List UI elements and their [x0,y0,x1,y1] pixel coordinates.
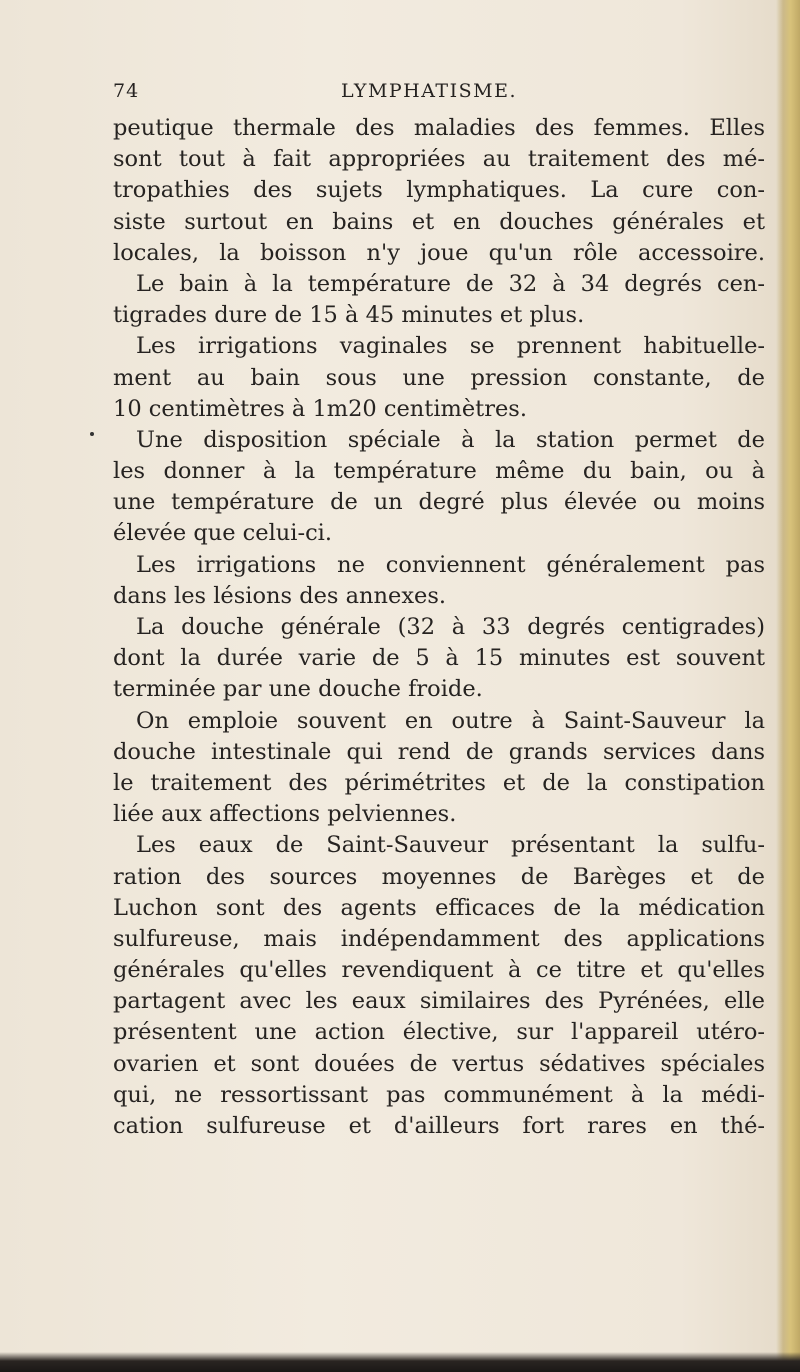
text-line: présentent une action élective, sur l'appareil utéro- [113,1019,765,1046]
text-line: On emploie souvent en outre à Saint-Sauveur la [136,707,765,734]
page-number: 74 [113,80,140,102]
text-line: ration des sources moyennes de Barèges et de [113,863,765,890]
text-line: liée aux affections pelviennes. [113,801,457,828]
page-header [113,80,763,112]
text-line: Les irrigations ne conviennent généralement pas [136,551,765,578]
text-line: dont la durée varie de 5 à 15 minutes est souvent [113,645,765,672]
text-line: Les irrigations vaginales se prennent habituelle- [136,333,765,360]
text-line: générales qu'elles revendiquent à ce titre et qu'elles [113,957,765,984]
text-line: ment au bain sous une pression constante, de [113,364,765,391]
text-line: cation sulfureuse et d'ailleurs fort rares en thé- [113,1113,765,1139]
text-line: une température de un degré plus élevée ou moins [113,489,765,516]
text-line: ovarien et sont douées de vertus sédatives spéciales [113,1050,765,1077]
running-title: LYMPHATISME. [341,80,517,102]
body-text [113,113,765,1142]
text-line: qui, ne ressortissant pas communément à la médi- [113,1081,765,1108]
text-line: La douche générale (32 à 33 degrés centigrades) [136,614,765,640]
text-line: tigrades dure de 15 à 45 minutes et plus. [113,302,585,329]
text-line: sulfureuse, mais indépendamment des applications [113,925,765,952]
page-edge-shadow [776,0,800,1372]
text-line: Une disposition spéciale à la station permet de [136,426,765,453]
ink-speck [90,432,94,436]
text-line: tropathies des sujets lymphatiques. La cure con- [113,177,765,204]
text-line: Le bain à la température de 32 à 34 degrés cen- [136,270,765,297]
text-line: peutique thermale des maladies des femmes. Elles [113,115,765,141]
text-line: sont tout à fait appropriées au traitement des mé- [113,146,765,173]
text-line: 10 centimètres à 1m20 centimètres. [113,395,527,422]
text-line: siste surtout en bains et en douches générales et [113,208,765,235]
text-line: dans les lésions des annexes. [113,582,447,609]
text-line: douche intestinale qui rend de grands services dans [113,738,765,765]
text-line: Les eaux de Saint-Sauveur présentant la sulfu- [136,832,765,859]
text-line: les donner à la température même du bain, ou à [113,458,765,485]
text-line: Luchon sont des agents efficaces de la médication [113,894,765,921]
page-bottom-shadow [0,1352,800,1372]
text-line: le traitement des périmétrites et de la constipation [113,769,765,796]
text-line: élevée que celui-ci. [113,520,333,547]
text-line: locales, la boisson n'y joue qu'un rôle accessoire. [113,239,765,266]
text-line: partagent avec les eaux similaires des Pyrénées, elle [113,988,765,1015]
text-line: terminée par une douche froide. [113,676,483,703]
